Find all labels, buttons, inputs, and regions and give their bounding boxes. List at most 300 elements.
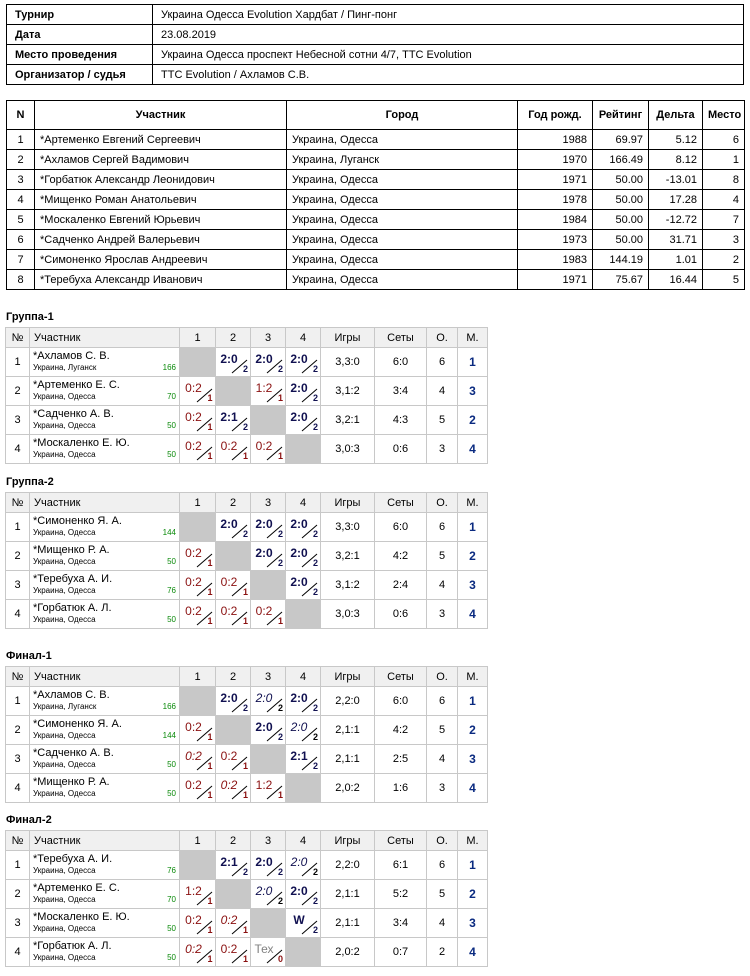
- match-sets: 2:0: [220, 691, 238, 705]
- player-name: *Москаленко Е. Ю.: [33, 911, 130, 923]
- points-cell: 4: [427, 909, 458, 938]
- match-score-cell: [216, 348, 251, 377]
- match-score-cell: [216, 406, 251, 435]
- match-points: 1: [277, 393, 283, 403]
- self-match-cell: [286, 435, 321, 464]
- participants-column-header: Дельта: [649, 101, 703, 130]
- player-cell: [30, 406, 180, 435]
- group-column-header: 3: [251, 831, 286, 851]
- player-rating: 144: [162, 731, 176, 740]
- group-column-header: 4: [286, 831, 321, 851]
- participant-number: 1: [7, 130, 35, 150]
- match-score-cell: [251, 716, 286, 745]
- participants-column-header: N: [7, 101, 35, 130]
- info-label: Турнир: [7, 5, 153, 25]
- match-points: 1: [242, 451, 248, 461]
- group-row: [6, 774, 488, 803]
- participant-rating: 50.00: [593, 170, 649, 190]
- player-rating: 76: [167, 586, 176, 595]
- row-number: 3: [6, 571, 30, 600]
- match-score-cell: [286, 571, 321, 600]
- group-row: [6, 851, 488, 880]
- match-score-cell: [180, 600, 216, 629]
- group-table: [5, 327, 488, 464]
- player-city: Украина, Луганск 166: [33, 363, 176, 372]
- match-sets: 2:0: [290, 855, 308, 869]
- match-score-cell: [251, 435, 286, 464]
- match-score: [218, 852, 248, 878]
- place-cell: 3: [458, 571, 488, 600]
- participant-place: 7: [703, 210, 745, 230]
- match-points: 0: [277, 954, 283, 964]
- match-score: [183, 436, 213, 462]
- match-score-cell: [216, 513, 251, 542]
- match-points: 2: [277, 896, 283, 906]
- match-score: [183, 910, 213, 936]
- points-cell: 2: [427, 938, 458, 967]
- participant-delta: 1.01: [649, 250, 703, 270]
- group-column-header: 2: [216, 667, 251, 687]
- match-score: [183, 601, 213, 627]
- row-number: 1: [6, 348, 30, 377]
- self-match-cell: [180, 348, 216, 377]
- match-points: 1: [242, 925, 248, 935]
- games-cell: 2,0:2: [321, 938, 375, 967]
- match-points: 2: [242, 529, 248, 539]
- participant-rating: 166.49: [593, 150, 649, 170]
- match-score-cell: [180, 745, 216, 774]
- group-column-header: 3: [251, 328, 286, 348]
- group-title: Финал-2: [6, 814, 52, 826]
- sets-cell: 4:2: [375, 716, 427, 745]
- match-score-cell: [286, 716, 321, 745]
- player-rating: 166: [162, 702, 176, 711]
- match-score: [218, 775, 248, 801]
- match-points: 2: [312, 925, 318, 935]
- self-match-cell: [251, 406, 286, 435]
- place-cell: 1: [458, 348, 488, 377]
- place-cell: 1: [458, 513, 488, 542]
- match-points: 2: [277, 703, 283, 713]
- group-column-header: 1: [180, 328, 216, 348]
- place-cell: 4: [458, 938, 488, 967]
- match-sets: 2:0: [255, 884, 273, 898]
- player-cell: [30, 938, 180, 967]
- match-points: 1: [277, 451, 283, 461]
- match-points: 1: [242, 616, 248, 626]
- match-points: 1: [207, 616, 213, 626]
- group-row: [6, 513, 488, 542]
- match-sets: 0:2: [185, 720, 202, 734]
- player-cell: [30, 348, 180, 377]
- match-score: [288, 572, 318, 598]
- group-column-header: 2: [216, 831, 251, 851]
- participant-number: 4: [7, 190, 35, 210]
- match-points: 2: [277, 732, 283, 742]
- match-score: [253, 349, 283, 375]
- group-column-header: Участник: [30, 831, 180, 851]
- match-score: [183, 572, 213, 598]
- row-number: 4: [6, 938, 30, 967]
- group-header-row: [6, 831, 488, 851]
- match-score: [218, 910, 248, 936]
- participant-city: Украина, Одесса: [287, 170, 518, 190]
- match-sets: 2:0: [255, 546, 273, 560]
- self-match-cell: [216, 880, 251, 909]
- group-column-header: 1: [180, 831, 216, 851]
- match-score: [218, 436, 248, 462]
- points-cell: 3: [427, 774, 458, 803]
- player-cell: [30, 542, 180, 571]
- match-sets: 2:0: [220, 517, 238, 531]
- participant-name: *Мищенко Роман Анатольевич: [35, 190, 287, 210]
- match-score-cell: [216, 909, 251, 938]
- player-city: Украина, Одесса 76: [33, 586, 176, 595]
- match-sets: 0:2: [220, 749, 238, 763]
- points-cell: 6: [427, 348, 458, 377]
- participant-place: 1: [703, 150, 745, 170]
- row-number: 1: [6, 687, 30, 716]
- participant-number: 3: [7, 170, 35, 190]
- games-cell: 2,1:1: [321, 909, 375, 938]
- player-rating: 50: [167, 450, 176, 459]
- match-score: [288, 746, 318, 772]
- match-score: [253, 543, 283, 569]
- match-score: [253, 775, 283, 801]
- match-sets: 0:2: [185, 749, 202, 763]
- points-cell: 5: [427, 406, 458, 435]
- participant-birth-year: 1978: [518, 190, 593, 210]
- games-cell: 3,1:2: [321, 377, 375, 406]
- match-points: 1: [207, 558, 213, 568]
- match-sets: 1:2: [255, 381, 273, 395]
- row-number: 1: [6, 851, 30, 880]
- participant-city: Украина, Одесса: [287, 230, 518, 250]
- points-cell: 6: [427, 513, 458, 542]
- group-row: [6, 377, 488, 406]
- participant-birth-year: 1988: [518, 130, 593, 150]
- match-score: [288, 852, 318, 878]
- sets-cell: 4:3: [375, 406, 427, 435]
- participant-number: 8: [7, 270, 35, 290]
- match-score: [218, 601, 248, 627]
- match-points: 2: [277, 529, 283, 539]
- player-rating: 50: [167, 421, 176, 430]
- match-score: [183, 407, 213, 433]
- sets-cell: 6:0: [375, 687, 427, 716]
- games-cell: 2,2:0: [321, 687, 375, 716]
- participant-delta: 17.28: [649, 190, 703, 210]
- match-sets: 2:0: [290, 546, 308, 560]
- match-points: 2: [312, 732, 318, 742]
- self-match-cell: [251, 909, 286, 938]
- place-cell: 4: [458, 774, 488, 803]
- match-score: [218, 746, 248, 772]
- group-table: [5, 492, 488, 629]
- match-score: [253, 688, 283, 714]
- match-points: 1: [207, 587, 213, 597]
- info-value: Украина Одесса Evolution Хардбат / Пинг-понг: [153, 5, 744, 25]
- match-points: 1: [277, 790, 283, 800]
- match-score-cell: [286, 377, 321, 406]
- match-points: 1: [207, 451, 213, 461]
- player-cell: [30, 909, 180, 938]
- match-score-cell: [216, 435, 251, 464]
- match-score-cell: [180, 774, 216, 803]
- player-city: Украина, Одесса 50: [33, 924, 176, 933]
- match-score: [183, 939, 213, 965]
- self-match-cell: [216, 377, 251, 406]
- match-score: [253, 717, 283, 743]
- info-label: Дата: [7, 25, 153, 45]
- match-score-cell: [286, 880, 321, 909]
- group-column-header: 2: [216, 493, 251, 513]
- match-points: 2: [277, 867, 283, 877]
- sets-cell: 2:4: [375, 571, 427, 600]
- match-sets: 0:2: [185, 942, 202, 956]
- participant-row: [7, 210, 745, 230]
- match-points: 2: [242, 364, 248, 374]
- player-city: Украина, Одесса 50: [33, 421, 176, 430]
- match-sets: 0:2: [185, 546, 202, 560]
- player-name: *Садченко А. В.: [33, 408, 114, 420]
- player-rating: 50: [167, 924, 176, 933]
- match-sets: 2:0: [255, 855, 273, 869]
- match-score: [183, 746, 213, 772]
- sets-cell: 0:6: [375, 435, 427, 464]
- match-score-cell: [180, 716, 216, 745]
- match-sets: 1:2: [255, 778, 273, 792]
- match-points: 2: [312, 529, 318, 539]
- self-match-cell: [286, 774, 321, 803]
- player-name: *Теребуха А. И.: [33, 853, 113, 865]
- participants-column-header: Город: [287, 101, 518, 130]
- player-name: *Горбатюк А. Л.: [33, 602, 112, 614]
- info-label: Организатор / судья: [7, 65, 153, 85]
- games-cell: 2,0:2: [321, 774, 375, 803]
- self-match-cell: [216, 716, 251, 745]
- match-score-cell: [251, 513, 286, 542]
- row-number: 2: [6, 716, 30, 745]
- match-sets: 0:2: [185, 604, 202, 618]
- match-score-cell: [216, 851, 251, 880]
- sets-cell: 6:0: [375, 513, 427, 542]
- match-sets: 0:2: [185, 778, 202, 792]
- participant-rating: 144.19: [593, 250, 649, 270]
- place-cell: 3: [458, 745, 488, 774]
- match-score-cell: [216, 745, 251, 774]
- participant-birth-year: 1971: [518, 170, 593, 190]
- group-table: [5, 666, 488, 803]
- player-name: *Москаленко Е. Ю.: [33, 437, 130, 449]
- participant-city: Украина, Одесса: [287, 210, 518, 230]
- match-score-cell: [216, 571, 251, 600]
- player-city: Украина, Одесса 50: [33, 450, 176, 459]
- match-sets: Тех: [254, 942, 274, 956]
- group-column-header: №: [6, 328, 30, 348]
- participants-column-header: Год рожд.: [518, 101, 593, 130]
- points-cell: 6: [427, 687, 458, 716]
- match-sets: 2:0: [255, 691, 273, 705]
- participant-number: 5: [7, 210, 35, 230]
- match-score-cell: [286, 513, 321, 542]
- group-column-header: О.: [427, 328, 458, 348]
- sets-cell: 6:1: [375, 851, 427, 880]
- match-sets: 2:0: [290, 410, 308, 424]
- match-score: [218, 572, 248, 598]
- participant-number: 7: [7, 250, 35, 270]
- player-rating: 50: [167, 760, 176, 769]
- group-column-header: Игры: [321, 667, 375, 687]
- match-points: 1: [207, 422, 213, 432]
- participant-rating: 69.97: [593, 130, 649, 150]
- group-title: Финал-1: [6, 650, 52, 662]
- participant-delta: 31.71: [649, 230, 703, 250]
- player-city: Украина, Одесса 144: [33, 528, 176, 537]
- match-sets: 0:2: [185, 410, 202, 424]
- participant-birth-year: 1983: [518, 250, 593, 270]
- player-city: Украина, Одесса 70: [33, 895, 176, 904]
- match-score: [288, 378, 318, 404]
- row-number: 2: [6, 542, 30, 571]
- group-column-header: М.: [458, 831, 488, 851]
- player-name: *Симоненко Я. А.: [33, 515, 122, 527]
- group-header-row: [6, 328, 488, 348]
- info-value: 23.08.2019: [153, 25, 744, 45]
- match-sets: 2:0: [290, 720, 308, 734]
- match-sets: 2:1: [220, 410, 238, 424]
- group-column-header: О.: [427, 667, 458, 687]
- player-cell: [30, 600, 180, 629]
- player-name: *Ахламов С. В.: [33, 689, 110, 701]
- participant-number: 2: [7, 150, 35, 170]
- self-match-cell: [216, 542, 251, 571]
- player-cell: [30, 716, 180, 745]
- participant-place: 8: [703, 170, 745, 190]
- group-column-header: Сеты: [375, 831, 427, 851]
- match-sets: 0:2: [255, 439, 273, 453]
- match-sets: 0:2: [220, 913, 238, 927]
- player-cell: [30, 687, 180, 716]
- place-cell: 3: [458, 909, 488, 938]
- games-cell: 3,1:2: [321, 571, 375, 600]
- group-header-row: [6, 493, 488, 513]
- match-score-cell: [180, 406, 216, 435]
- match-points: 1: [277, 616, 283, 626]
- match-score-cell: [251, 348, 286, 377]
- match-score: [218, 349, 248, 375]
- group-column-header: 2: [216, 328, 251, 348]
- participant-delta: 8.12: [649, 150, 703, 170]
- player-city: Украина, Одесса 70: [33, 392, 176, 401]
- match-score: [218, 407, 248, 433]
- match-score: [288, 688, 318, 714]
- participant-row: [7, 250, 745, 270]
- player-rating: 50: [167, 557, 176, 566]
- participant-name: *Артеменко Евгений Сергеевич: [35, 130, 287, 150]
- participant-row: [7, 150, 745, 170]
- games-cell: 2,1:1: [321, 745, 375, 774]
- match-score-cell: [180, 435, 216, 464]
- group-column-header: М.: [458, 328, 488, 348]
- player-name: *Артеменко Е. С.: [33, 882, 120, 894]
- player-rating: 70: [167, 895, 176, 904]
- row-number: 4: [6, 600, 30, 629]
- self-match-cell: [251, 571, 286, 600]
- match-score-cell: [286, 687, 321, 716]
- participant-birth-year: 1973: [518, 230, 593, 250]
- group-column-header: О.: [427, 493, 458, 513]
- player-rating: 166: [162, 363, 176, 372]
- player-city: Украина, Одесса 144: [33, 731, 176, 740]
- sets-cell: 4:2: [375, 542, 427, 571]
- player-cell: [30, 435, 180, 464]
- participant-delta: 5.12: [649, 130, 703, 150]
- group-title: Группа-1: [6, 311, 54, 323]
- match-points: 1: [207, 761, 213, 771]
- match-sets: 2:0: [290, 517, 308, 531]
- match-points: 1: [242, 954, 248, 964]
- place-cell: 4: [458, 435, 488, 464]
- participant-place: 6: [703, 130, 745, 150]
- sets-cell: 6:0: [375, 348, 427, 377]
- sets-cell: 3:4: [375, 377, 427, 406]
- match-score: [253, 939, 283, 965]
- match-score-cell: [180, 542, 216, 571]
- match-points: 1: [242, 761, 248, 771]
- points-cell: 4: [427, 745, 458, 774]
- participant-city: Украина, Одесса: [287, 250, 518, 270]
- player-cell: [30, 851, 180, 880]
- sets-cell: 0:6: [375, 600, 427, 629]
- participant-name: *Садченко Андрей Валерьевич: [35, 230, 287, 250]
- group-header-row: [6, 667, 488, 687]
- match-score: [288, 717, 318, 743]
- place-cell: 2: [458, 880, 488, 909]
- group-row: [6, 687, 488, 716]
- info-row: [7, 45, 744, 65]
- player-city: Украина, Одесса 50: [33, 557, 176, 566]
- participant-place: 2: [703, 250, 745, 270]
- match-score-cell: [251, 851, 286, 880]
- match-score: [288, 910, 318, 936]
- player-city: Украина, Одесса 50: [33, 760, 176, 769]
- group-column-header: 3: [251, 493, 286, 513]
- match-score-cell: [286, 909, 321, 938]
- match-score-cell: [216, 600, 251, 629]
- sets-cell: 5:2: [375, 880, 427, 909]
- participant-delta: 16.44: [649, 270, 703, 290]
- group-row: [6, 909, 488, 938]
- group-column-header: Игры: [321, 493, 375, 513]
- player-name: *Теребуха А. И.: [33, 573, 113, 585]
- match-score: [288, 514, 318, 540]
- games-cell: 2,1:1: [321, 880, 375, 909]
- match-points: 2: [312, 558, 318, 568]
- player-rating: 144: [162, 528, 176, 537]
- participant-birth-year: 1970: [518, 150, 593, 170]
- player-rating: 70: [167, 392, 176, 401]
- games-cell: 3,3:0: [321, 348, 375, 377]
- match-score-cell: [216, 774, 251, 803]
- points-cell: 3: [427, 600, 458, 629]
- group-column-header: 3: [251, 667, 286, 687]
- match-score-cell: [251, 938, 286, 967]
- match-points: 2: [242, 422, 248, 432]
- participant-row: [7, 130, 745, 150]
- group-row: [6, 745, 488, 774]
- match-points: 2: [312, 364, 318, 374]
